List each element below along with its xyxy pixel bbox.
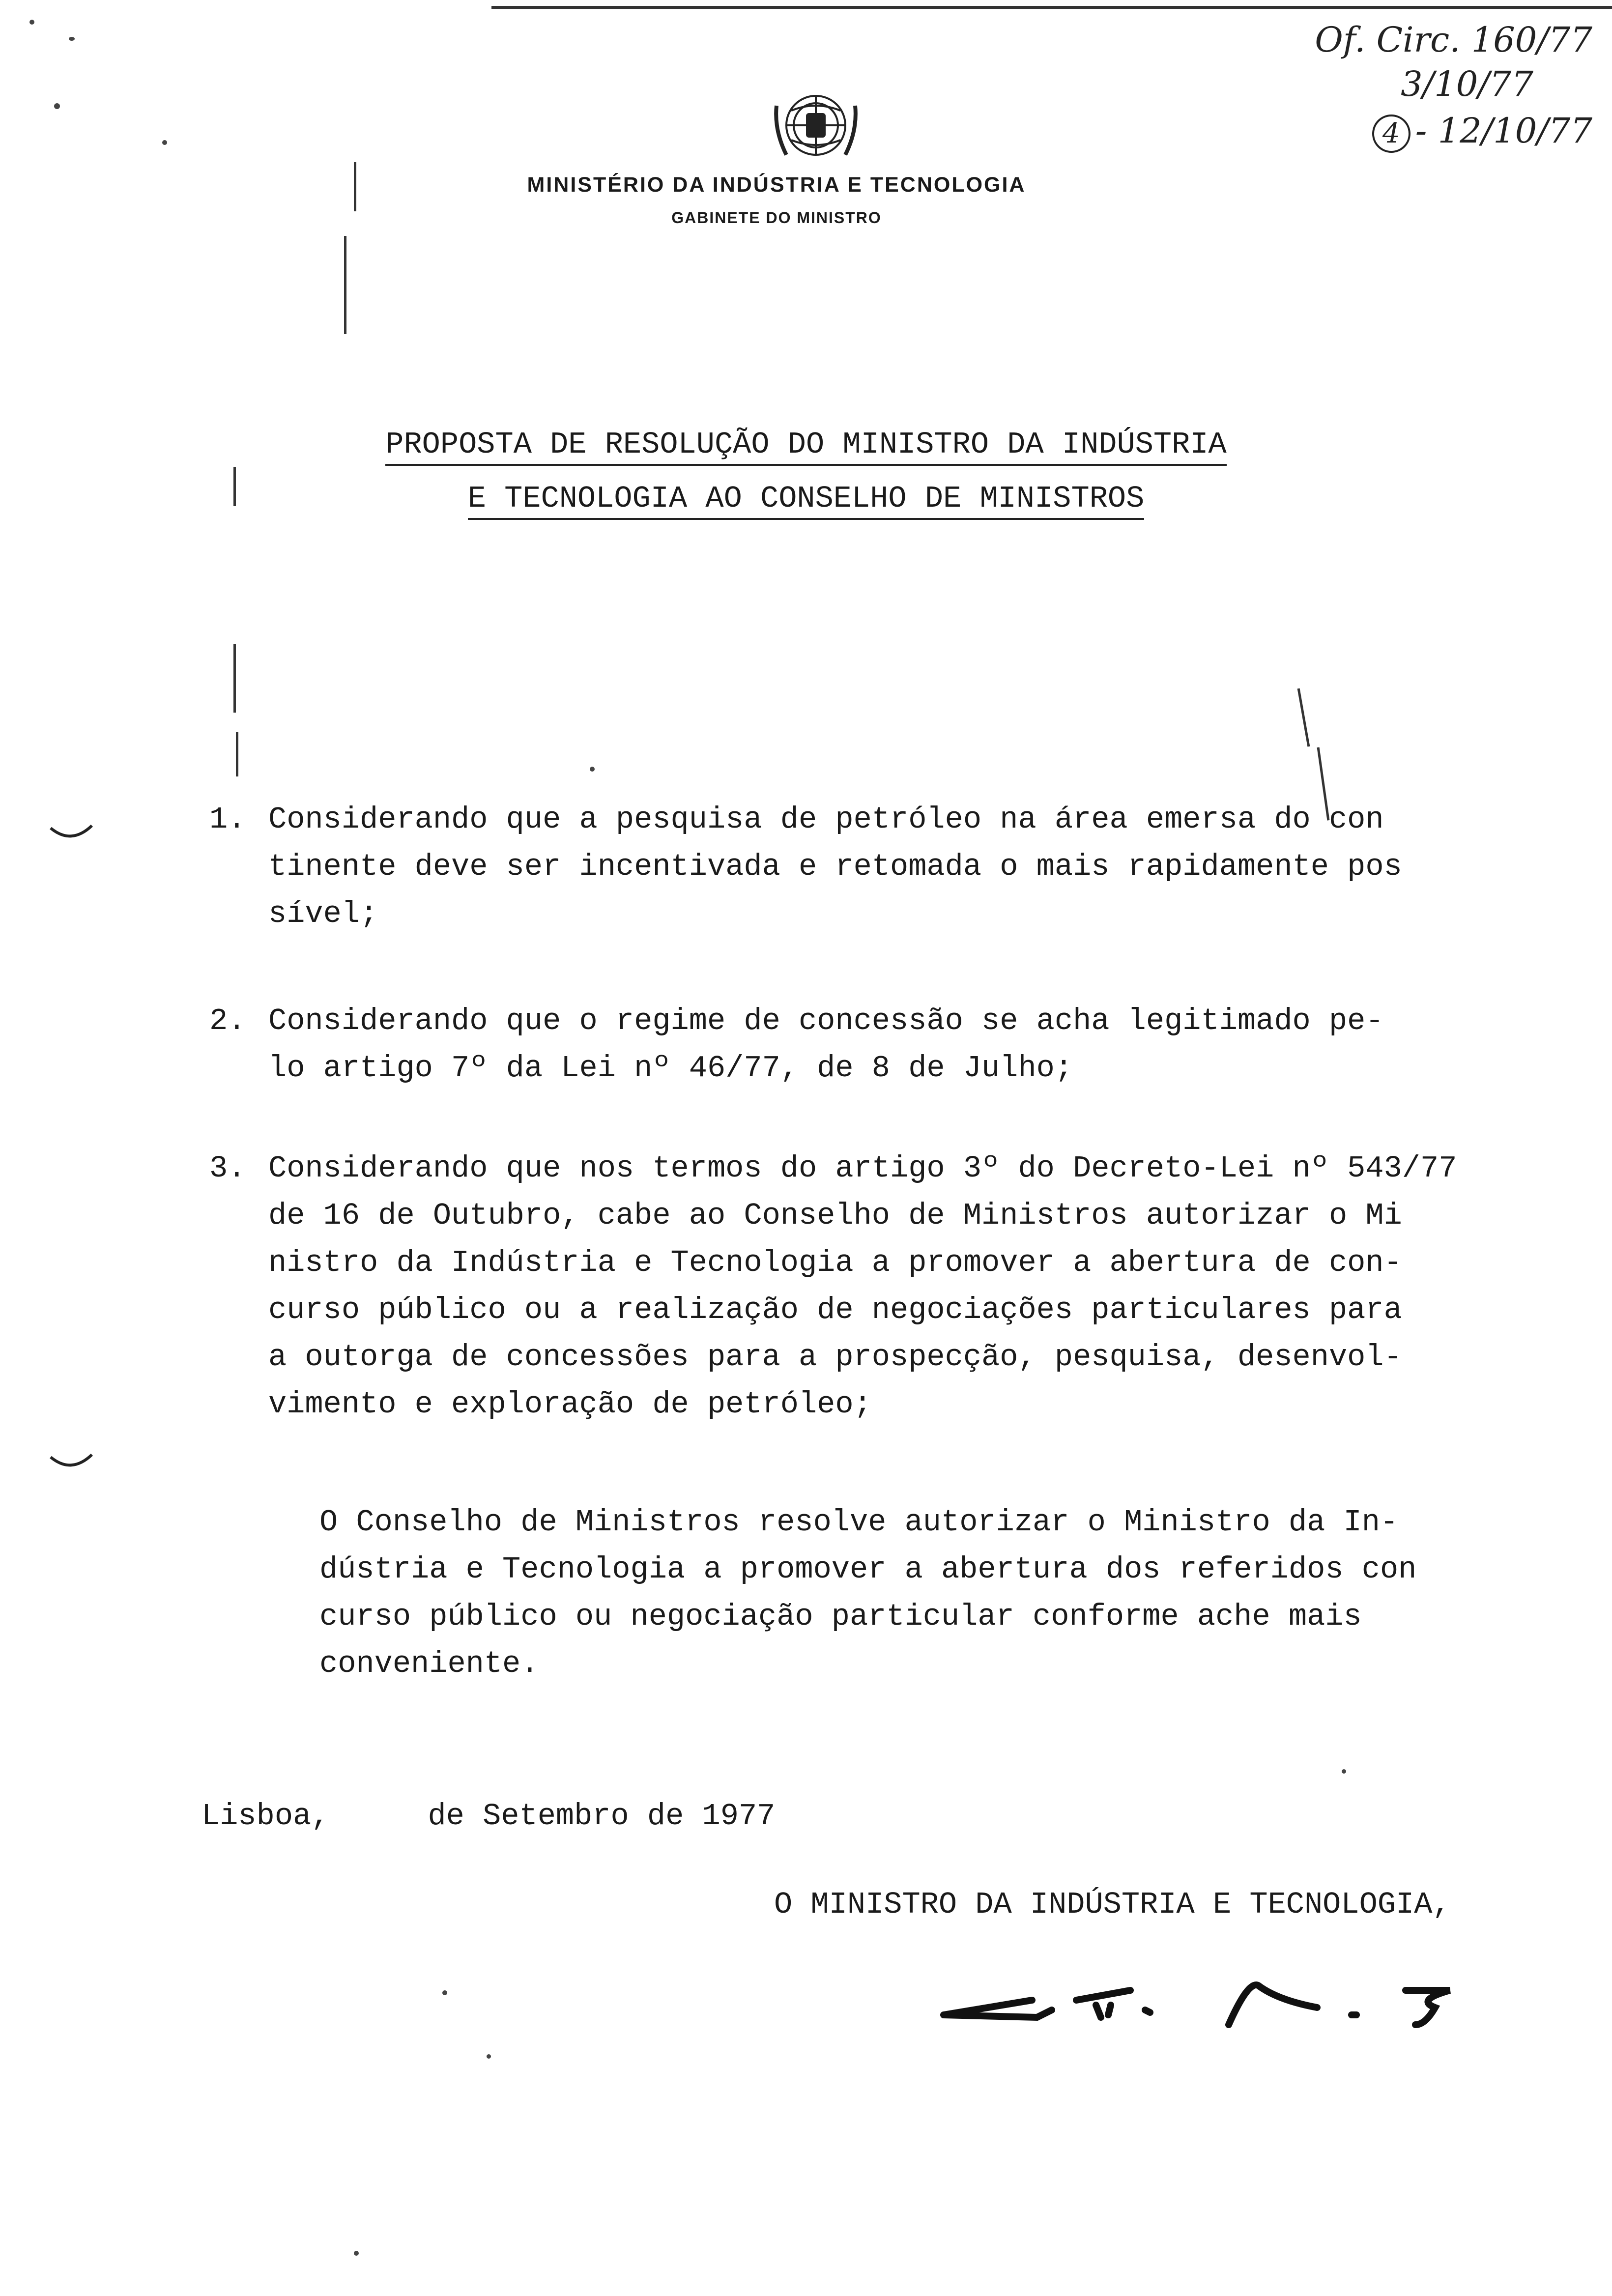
scan-speck [1342, 1769, 1346, 1774]
consideration-item [211, 1145, 1514, 1428]
consideration-item [211, 796, 1514, 938]
scan-speck [29, 20, 34, 25]
item-text: Considerando que o regime de concessão se acha legitimado pe- lo artigo 7º da Lei nº 46/77, de 8 de Julho; [268, 1004, 1384, 1086]
scan-mark [1297, 688, 1310, 746]
scan-speck [54, 103, 60, 109]
handwritten-reference-line3 [1297, 111, 1592, 153]
document-title-line1: PROPOSTA DE RESOLUÇÃO DO MINISTRO DA INDÚSTRIA [385, 427, 1226, 466]
date-text: de Setembro de 1977 [428, 1799, 776, 1834]
scan-speck [442, 1990, 447, 1995]
scan-mark [236, 732, 238, 776]
item-text: Considerando que a pesquisa de petróleo na área emersa do con tinente deve ser incentivada e retomada o mais rapidamente pos sível; [268, 802, 1402, 931]
handwritten-reference-date: - 12/10/77 [1415, 111, 1592, 151]
scan-mark [233, 644, 236, 713]
document-title-line2: E TECNOLOGIA AO CONSELHO DE MINISTROS [468, 481, 1145, 520]
scan-speck [590, 767, 595, 772]
coat-of-arms-icon [772, 86, 860, 165]
margin-hook-mark [47, 1435, 96, 1474]
scan-mark [344, 236, 346, 334]
scan-edge-line [491, 6, 1612, 9]
circled-number: 4 [1372, 115, 1410, 153]
item-number: 3. [209, 1151, 246, 1186]
consideration-item [211, 998, 1514, 1092]
letterhead-cabinet: GABINETE DO MINISTRO [671, 209, 882, 227]
date-place: Lisboa, [202, 1799, 330, 1834]
scan-speck [487, 2054, 491, 2059]
handwritten-signature [934, 1961, 1465, 2035]
date-line [202, 1799, 775, 1834]
item-number: 2. [209, 1004, 246, 1038]
margin-hook-mark [47, 806, 96, 845]
resolution-paragraph: O Conselho de Ministros resolve autorizar o Ministro da In- dústria e Tecnologia a promover a abertura dos referidos con curso público ou negociação particular conforme ache mais conveniente. [319, 1505, 1417, 1681]
item-number: 1. [209, 802, 246, 837]
handwritten-reference-line2: 3/10/77 [1401, 64, 1533, 104]
item-text: Considerando que nos termos do artigo 3º do Decreto-Lei nº 543/77 de 16 de Outubro, cabe ao Conselho de Ministros autorizar o Mi nistro da Indústria e Tecnologia a promover a abertura de con- curso público ou a realização de negociações particulares para a outorga de concessões para a prospecção, pesquisa, desenvol- vimento e exploração de petróleo; [268, 1151, 1457, 1422]
scan-speck [69, 37, 75, 41]
scan-speck [354, 2251, 359, 2256]
document-title [0, 418, 1612, 526]
letterhead-ministry: MINISTÉRIO DA INDÚSTRIA E TECNOLOGIA [527, 173, 1026, 197]
scan-speck [162, 140, 167, 145]
signer-title: O MINISTRO DA INDÚSTRIA E TECNOLOGIA, [774, 1887, 1451, 1922]
handwritten-reference-line1: Of. Circ. 160/77 [1315, 20, 1592, 60]
